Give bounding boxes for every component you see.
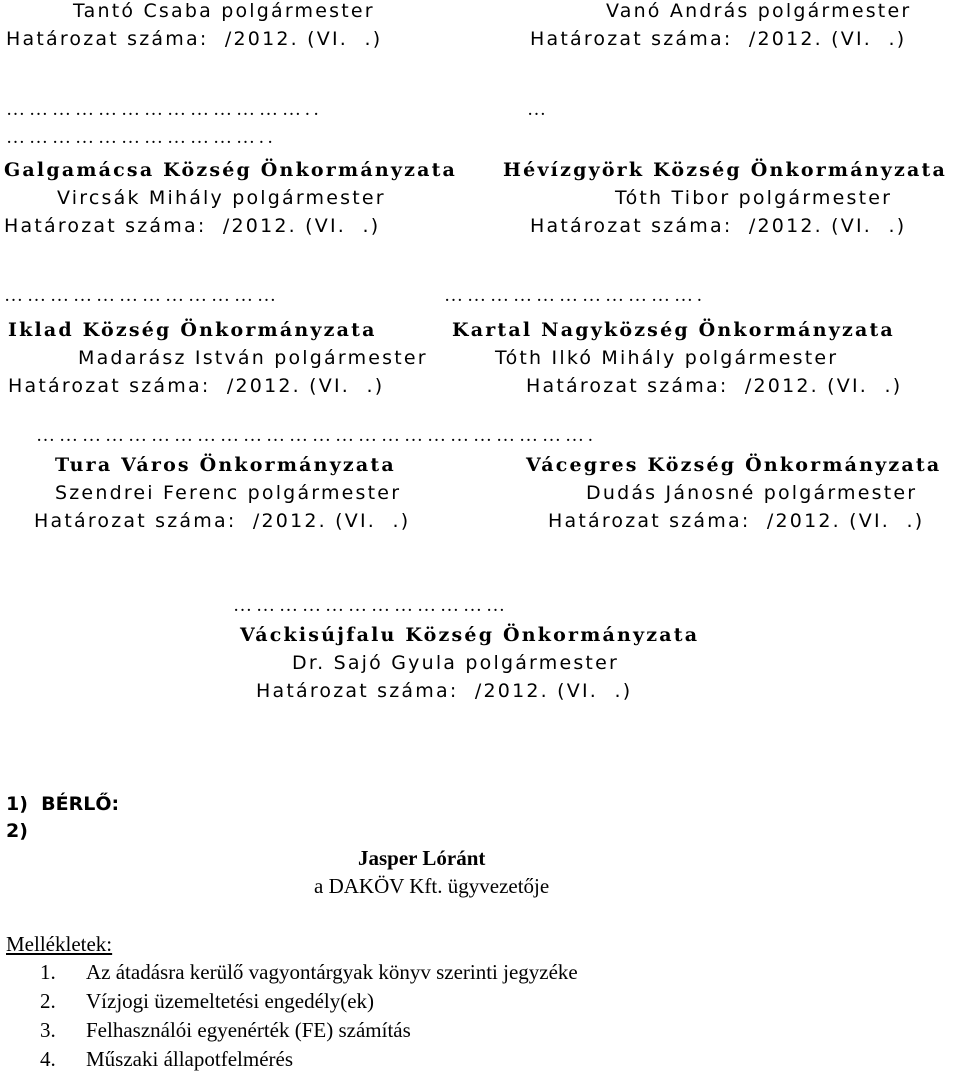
mayor-szendrei: Szendrei Ferenc polgármester <box>55 482 402 504</box>
mayor-toth-ilko: Tóth Ilkó Mihály polgármester <box>495 347 839 369</box>
mayor-toth-tibor: Tóth Tibor polgármester <box>615 187 893 209</box>
resolution-number: Határozat száma: /2012. (VI. .) <box>530 28 907 50</box>
signature-line: ……………………………… <box>4 285 280 306</box>
signature-line: …………………………….. <box>6 127 277 148</box>
org-vackisujfalu: Váckisújfalu Község Önkormányzata <box>240 624 700 646</box>
mayor-vircsak: Vircsák Mihály polgármester <box>57 187 386 209</box>
mayor-sajo: Dr. Sajó Gyula polgármester <box>292 652 619 674</box>
resolution-number: Határozat száma: /2012. (VI. .) <box>526 375 903 397</box>
lessee-title: a DAKÖV Kft. ügyvezetője <box>314 874 550 898</box>
signature-line: ………………………………….. <box>6 99 323 120</box>
org-kartal: Kartal Nagyközség Önkormányzata <box>452 319 895 341</box>
attachment-number: 3. <box>40 1018 56 1042</box>
mayor-madarasz: Madarász István polgármester <box>78 347 428 369</box>
signature-line: ……………………………. <box>444 285 706 306</box>
attachment-item: Vízjogi üzemeltetési engedély(ek) <box>86 989 375 1013</box>
lessee-name: Jasper Lóránt <box>358 846 486 870</box>
attachments-heading: Mellékletek: <box>6 932 113 956</box>
org-hevizgyork: Hévízgyörk Község Önkormányzata <box>503 159 947 181</box>
resolution-number: Határozat száma: /2012. (VI. .) <box>8 375 385 397</box>
org-tura: Tura Város Önkormányzata <box>55 454 396 476</box>
org-iklad: Iklad Község Önkormányzata <box>8 319 377 341</box>
attachment-item: Az átadásra kerülő vagyontárgyak könyv szerinti jegyzéke <box>86 960 578 984</box>
org-galgamacsa: Galgamácsa Község Önkormányzata <box>4 159 458 181</box>
attachment-number: 1. <box>40 960 56 984</box>
resolution-number: Határozat száma: /2012. (VI. .) <box>256 680 633 702</box>
resolution-number: Határozat száma: /2012. (VI. .) <box>6 28 383 50</box>
section-lessee-1: 1) BÉRLŐ: <box>6 793 120 815</box>
mayor-vano: Vanó András polgármester <box>606 0 912 22</box>
mayor-dudas: Dudás Jánosné polgármester <box>586 482 918 504</box>
signature-line: … <box>527 99 550 120</box>
mayor-tanto: Tantó Csaba polgármester <box>73 0 375 22</box>
attachment-item: Műszaki állapotfelmérés <box>86 1047 294 1071</box>
attachment-number: 2. <box>40 989 56 1013</box>
section-lessee-2: 2) <box>6 820 28 842</box>
signature-line: ……………………………… <box>233 595 509 616</box>
resolution-number: Határozat száma: /2012. (VI. .) <box>548 510 925 532</box>
resolution-number: Határozat száma: /2012. (VI. .) <box>4 215 381 237</box>
signature-line: ………………………………………………………………. <box>36 425 597 446</box>
attachment-item: Felhasználói egyenérték (FE) számítás <box>86 1018 411 1042</box>
resolution-number: Határozat száma: /2012. (VI. .) <box>530 215 907 237</box>
attachment-number: 4. <box>40 1047 56 1071</box>
resolution-number: Határozat száma: /2012. (VI. .) <box>34 510 411 532</box>
org-vacegres: Vácegres Község Önkormányzata <box>526 454 942 476</box>
